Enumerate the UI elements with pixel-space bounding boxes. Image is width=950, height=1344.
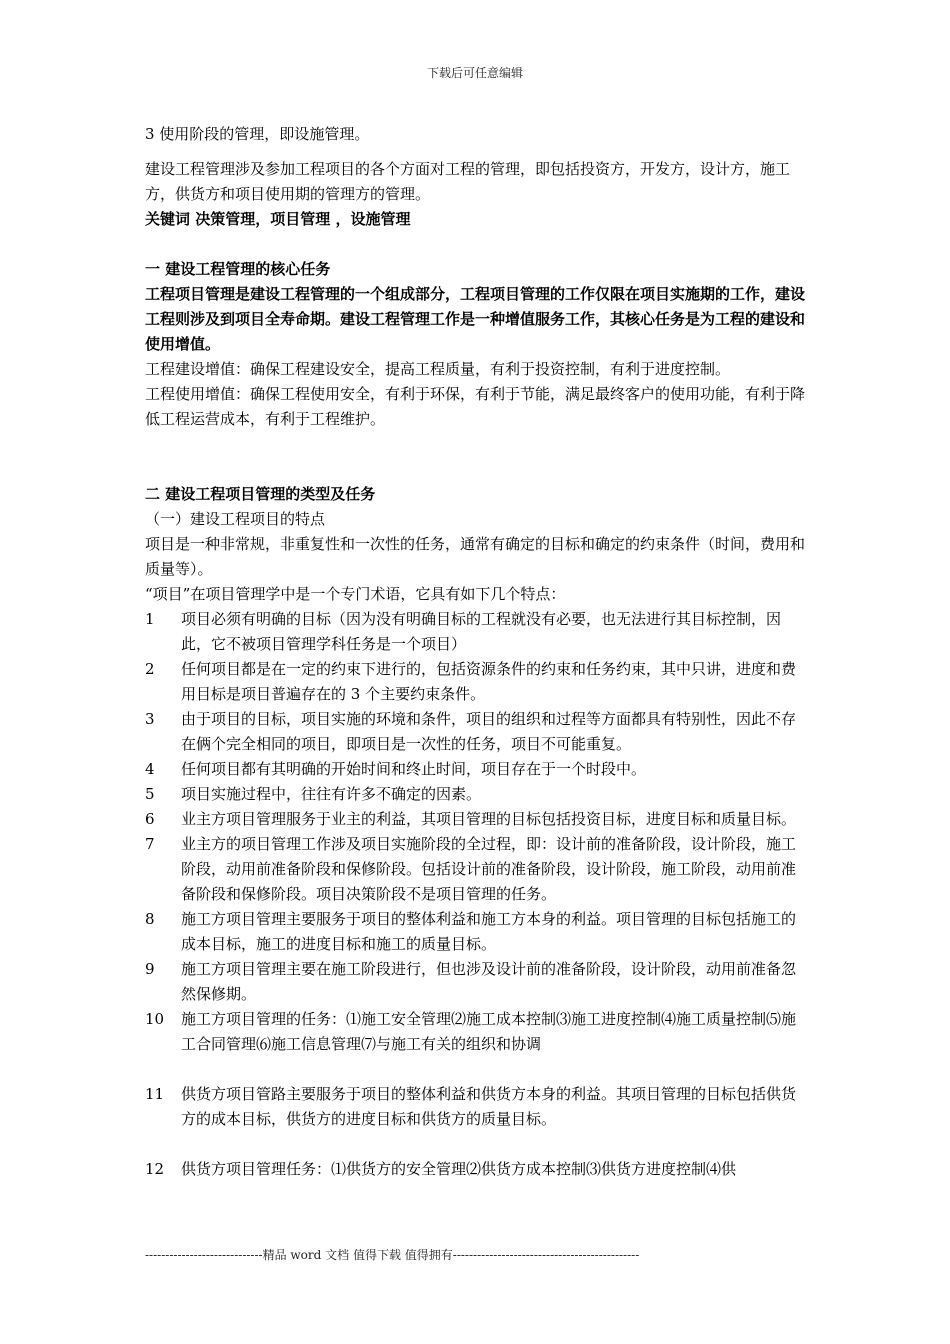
list-item-text: 任何项目都是在一定的约束下进行的，包括资源条件的约束和任务约束，其中只讲，进度和费用目标是项目普遍存在的 3 个主要约束条件。 <box>181 660 797 703</box>
list-item <box>145 1157 807 1182</box>
list-item-number: 7 <box>145 835 155 853</box>
list-item <box>145 957 807 1007</box>
list-item <box>145 707 807 757</box>
list-item-text: 施工方项目管理主要在施工阶段进行，但也涉及设计前的准备阶段，设计阶段，动用前准备忽然保修期。 <box>181 960 797 1003</box>
list-item-text: 项目必须有明确的目标（因为没有明确目标的工程就没有必要，也无法进行其目标控制，因此，它不被项目管理学科任务是一个项目） <box>181 610 782 653</box>
list-item <box>145 1082 807 1132</box>
list-item-text: 业主方的项目管理工作涉及项目实施阶段的全过程，即：设计前的准备阶段，设计阶段，施工阶段，动用前准备阶段和保修阶段。包括设计前的准备阶段，设计阶段，施工阶段，动用前准备阶段和保修阶段。项目决策阶段不是项目管理的任务。 <box>181 835 797 903</box>
list-item-number: 11 <box>145 1085 165 1103</box>
list-item-number: 10 <box>145 1010 165 1028</box>
list-item <box>145 607 807 657</box>
page-header: 下载后可任意编辑 <box>426 66 523 80</box>
list-item-number: 3 <box>145 710 155 728</box>
list-item <box>145 782 807 807</box>
list-item-number: 2 <box>145 660 155 678</box>
list-item-text: 施工方项目管理主要服务于项目的整体利益和施工方本身的利益。项目管理的目标包括施工的成本目标，施工的进度目标和施工的质量目标。 <box>181 910 797 953</box>
section-2-subheading: （一）建设工程项目的特点 <box>145 510 326 528</box>
list-item-number: 8 <box>145 910 155 928</box>
list-item-text: 供货方项目管理任务：⑴供货方的安全管理⑵供货方成本控制⑶供货方进度控制⑷供 <box>181 1160 737 1178</box>
list-item-text: 任何项目都有其明确的开始时间和终止时间，项目存在于一个时段中。 <box>181 760 647 778</box>
document-body <box>145 122 807 1182</box>
list-item <box>145 757 807 782</box>
list-item-number: 9 <box>145 960 155 978</box>
list-item-text: 供货方项目管路主要服务于项目的整体利益和供货方本身的利益。其项目管理的目标包括供货方的成本目标，供货方的进度目标和供货方的质量目标。 <box>181 1085 797 1128</box>
list-item-text: 业主方项目管理服务于业主的利益，其项目管理的目标包括投资目标，进度目标和质量目标。 <box>181 810 797 828</box>
list-item-number: 5 <box>145 785 155 803</box>
list-item-text: 施工方项目管理的任务：⑴施工安全管理⑵施工成本控制⑶施工进度控制⑷施工质量控制⑸施工合同管理⑹施工信息管理⑺与施工有关的组织和协调 <box>181 1010 797 1053</box>
list-item <box>145 807 807 832</box>
intro-paragraph-1: 3 使用阶段的管理，即设施管理。 <box>145 125 370 143</box>
intro-paragraph-2: 建设工程管理涉及参加工程项目的各个方面对工程的管理，即包括投资方，开发方，设计方，施工方，供货方和项目使用期的管理方的管理。 <box>145 160 791 203</box>
section-2-paragraph-2: “项目”在项目管理学中是一个专门术语，它具有如下几个特点： <box>145 585 566 603</box>
section-1-paragraph-2: 工程使用增值：确保工程使用安全，有利于环保，有利于节能，满足最终客户的使用功能，有利于降低工程运营成本，有利于工程维护。 <box>145 385 806 428</box>
list-item-number: 6 <box>145 810 155 828</box>
keywords-line: 关键词 决策管理，项目管理 ，设施管理 <box>145 210 411 228</box>
page-footer: -----------------------------精品 word 文档 值得下载 值得拥有---------------------------------------------- <box>145 1248 640 1262</box>
list-item-number: 4 <box>145 760 155 778</box>
list-item <box>145 1007 807 1057</box>
section-2-heading: 二 建设工程项目管理的类型及任务 <box>145 485 376 503</box>
section-2-paragraph-1: 项目是一种非常规，非重复性和一次性的任务，通常有确定的目标和确定的约束条件（时间，费用和质量等）。 <box>145 535 806 578</box>
list-item <box>145 832 807 907</box>
section-1-bold-paragraph: 工程项目管理是建设工程管理的一个组成部分，工程项目管理的工作仅限在项目实施期的工作，建设工程则涉及到项目全寿命期。建设工程管理工作是一种增值服务工作，其核心任务是为工程的建设和使用增值。 <box>145 285 806 353</box>
section-1-heading: 一 建设工程管理的核心任务 <box>145 260 331 278</box>
section-1-paragraph-1: 工程建设增值：确保工程建设安全，提高工程质量，有利于投资控制，有利于进度控制。 <box>145 360 731 378</box>
list-item-text: 项目实施过程中，往往有许多不确定的因素。 <box>181 785 482 803</box>
list-item-number: 12 <box>145 1160 165 1178</box>
list-item <box>145 907 807 957</box>
list-item-number: 1 <box>145 610 155 628</box>
list-item-text: 由于项目的目标，项目实施的环境和条件，项目的组织和过程等方面都具有特别性，因此不存在俩个完全相同的项目，即项目是一次性的任务，项目不可能重复。 <box>181 710 797 753</box>
list-item <box>145 657 807 707</box>
